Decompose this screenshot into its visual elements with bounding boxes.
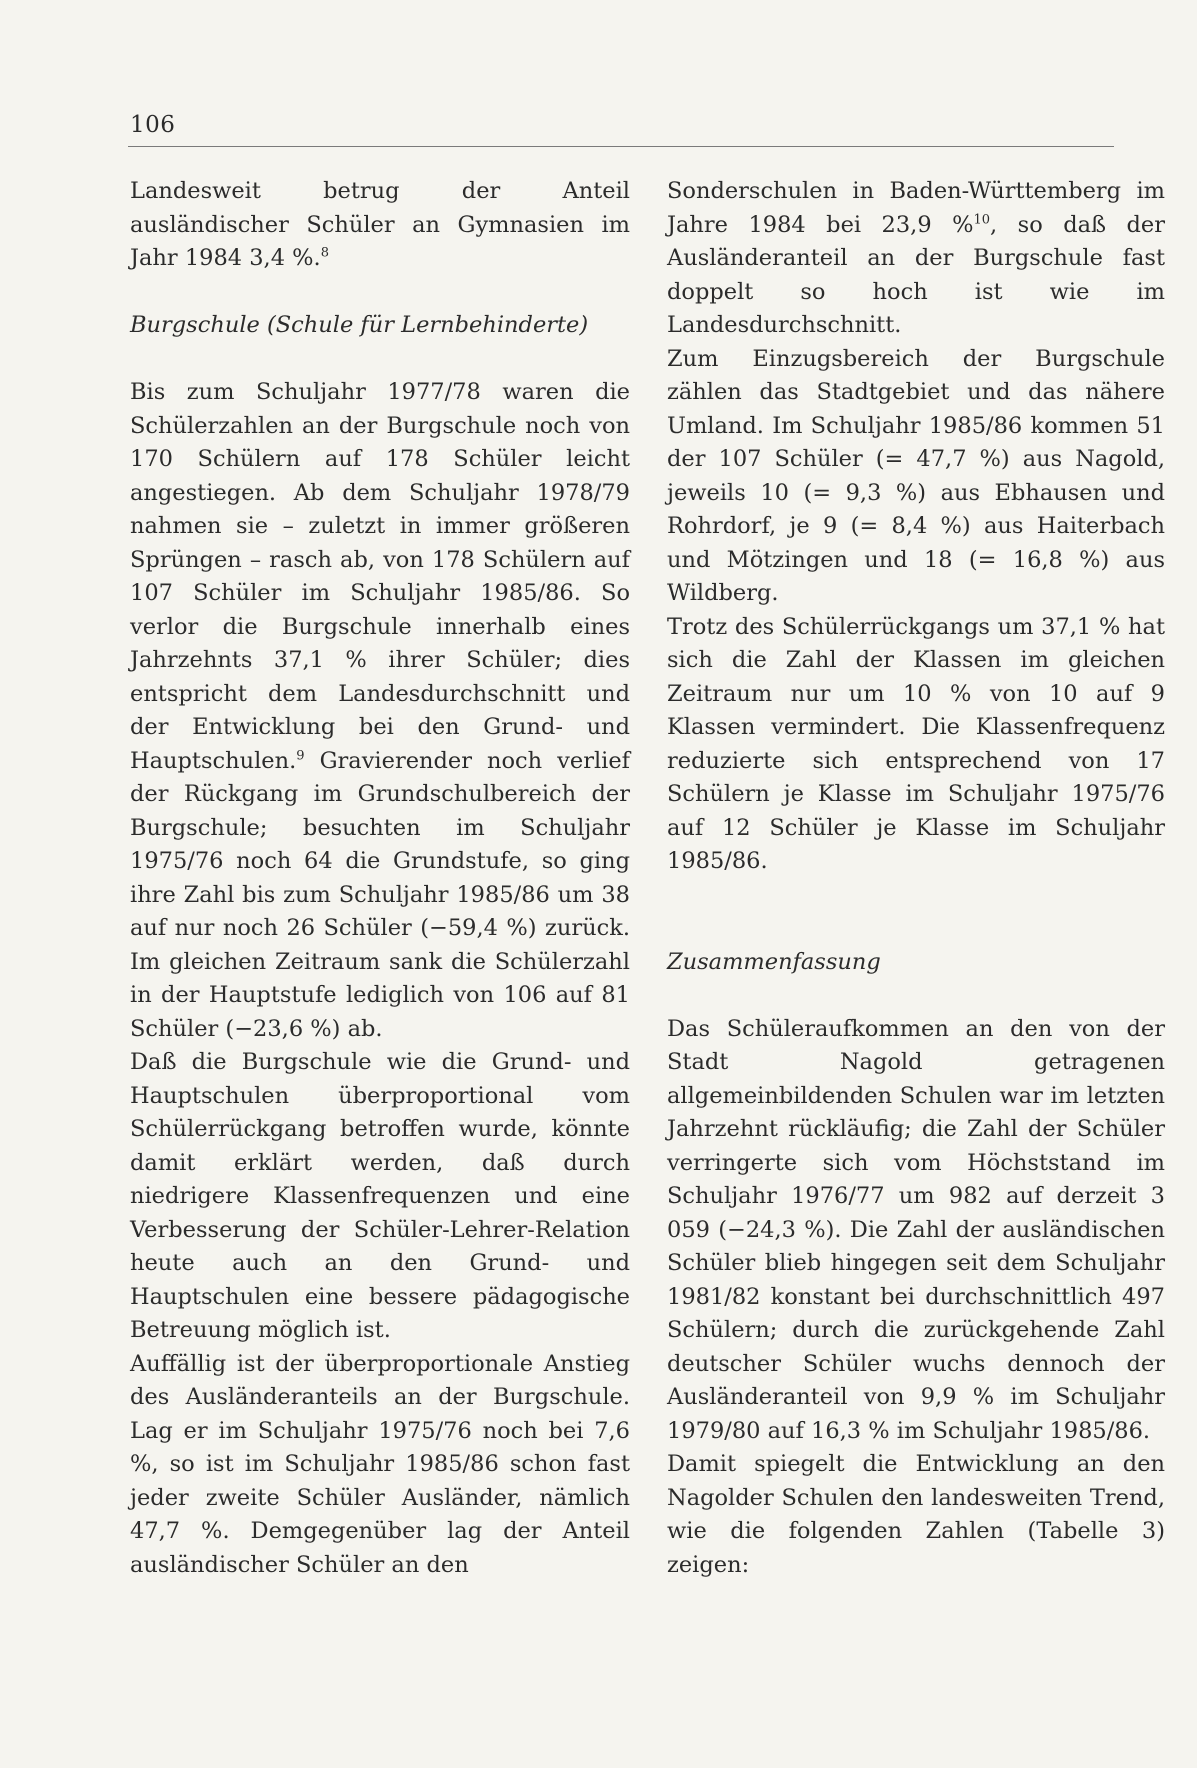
paragraph-summary: Das Schüleraufkommen an den von der Stadt Nagold getragenen allgemeinbildenden Schulen war im letzten Jahrzehnt rückläufig; die Zahl der Schüler verringerte sich vom Höchststand im Schuljahr 1976/77 um 982 auf derzeit 3 059 (−24,3 %). Die Zahl der ausländischen Schüler blieb hingegen seit dem Schuljahr 1981/82 konstant bei durchschnittlich 497 Schülern; durch die zurückgehende Zahl deutscher Schüler wuchs dennoch der Ausländeranteil von 9,9 % im Schuljahr 1979/80 auf 16,3 % im Schuljahr 1985/86. <box>667 1015 1165 1444</box>
paragraph-gymnasien-share <box>130 175 630 276</box>
paragraph-class-count: Trotz des Schülerrückgangs um 37,1 % hat sich die Zahl der Klassen im gleichen Zeitraum nur um 10 % von 10 auf 9 Klassen vermindert. Die Klassenfrequenz reduzierte sich entsprechend von 17 Schülern je Klasse im Schuljahr 1975/76 auf 12 Schüler je Klasse im Schuljahr 1985/86. <box>667 613 1165 874</box>
header-rule <box>128 146 1114 147</box>
page-number: 106 <box>130 112 176 138</box>
paragraph-text: Sonderschulen in Baden-Württemberg im Jahre 1984 bei 23,9 % <box>667 178 1165 238</box>
spacer <box>130 343 630 377</box>
spacer <box>667 979 1165 1013</box>
paragraph-text: , so daß der Ausländeranteil an der Burgschule fast doppelt so hoch ist wie im Landesdurchschnitt. <box>667 211 1165 338</box>
paragraph-text: Landesweit betrug der Anteil ausländischer Schüler an Gymnasien im Jahr 1984 3,4 %. <box>130 178 630 271</box>
left-column <box>130 175 630 1582</box>
paragraph-foreigner-share: Auffällig ist der überproportionale Anstieg des Ausländeranteils an der Burgschule. Lag er im Schuljahr 1975/76 noch bei 7,6 %, so ist im Schuljahr 1985/86 schon fast jeder zweite Schüler Ausländer, nämlich 47,7 %. Demgegenüber lag der Anteil ausländischer Schüler an den <box>130 1350 630 1578</box>
paragraph-catchment-area: Zum Einzugsbereich der Burgschule zählen das Stadtgebiet und das nähere Umland. Im Schuljahr 1985/86 kommen 51 der 107 Schüler (= 47,7 %) aus Nagold, jeweils 10 (= 9,3 %) aus Ebhausen und Rohrdorf, je 9 (= 8,4 %) aus Haiterbach und Mötzingen und 18 (= 16,8 %) aus Wildberg. <box>667 345 1165 606</box>
footnote-marker-10: 10 <box>973 212 991 227</box>
footnote-marker-9: 9 <box>296 748 305 763</box>
paragraph-disproportionate-decline: Daß die Burgschule wie die Grund- und Hauptschulen überproportional vom Schülerrückgang betroffen wurde, könnte damit erklärt werden, daß durch niedrigere Klassenfrequenzen und eine Verbesserung der Schüler-Lehrer-Relation heute auch an den Grund- und Hauptschulen eine bessere pädagogische Betreuung möglich ist. <box>130 1049 630 1343</box>
paragraph-student-numbers <box>130 376 630 1046</box>
paragraph-text: Gravierender noch verlief der Rückgang im Grundschulbereich der Burgschule; besuchten im Schuljahr 1975/76 noch 64 die Grundstufe, so ging ihre Zahl bis zum Schuljahr 1985/86 um 38 auf nur noch 26 Schüler (−59,4 %) zurück. Im gleichen Zeitraum sank die Schülerzahl in der Hauptstufe lediglich von 106 auf 81 Schüler (−23,6 %) ab. <box>130 747 630 1042</box>
section-heading-burgschule: Burgschule (Schule für Lernbehinderte) <box>130 312 589 338</box>
spacer <box>667 912 1165 946</box>
section-heading-summary: Zusammenfassung <box>667 948 881 975</box>
paragraph-text: Bis zum Schuljahr 1977/78 waren die Schülerzahlen an der Burgschule noch von 170 Schülern auf 178 Schüler leicht angestiegen. Ab dem Schuljahr 1978/79 nahmen sie – zuletzt in immer größeren Sprüngen – rasch ab, von 178 Schülern auf 107 Schüler im Schuljahr 1985/86. So verlor die Burgschule innerhalb eines Jahrzehnts 37,1 % ihrer Schüler; dies entspricht dem Landesdurchschnitt und der Entwicklung bei den Grund- und Hauptschulen. <box>130 379 630 774</box>
paragraph-sonderschulen <box>667 175 1165 343</box>
footnote-marker-8: 8 <box>320 245 329 261</box>
spacer <box>667 879 1165 913</box>
spacer <box>130 276 630 310</box>
right-column <box>667 175 1165 1582</box>
paragraph-trend: Damit spiegelt die Entwicklung an den Nagolder Schulen den landesweiten Trend, wie die folgenden Zahlen (Tabelle 3) zeigen: <box>667 1451 1165 1578</box>
